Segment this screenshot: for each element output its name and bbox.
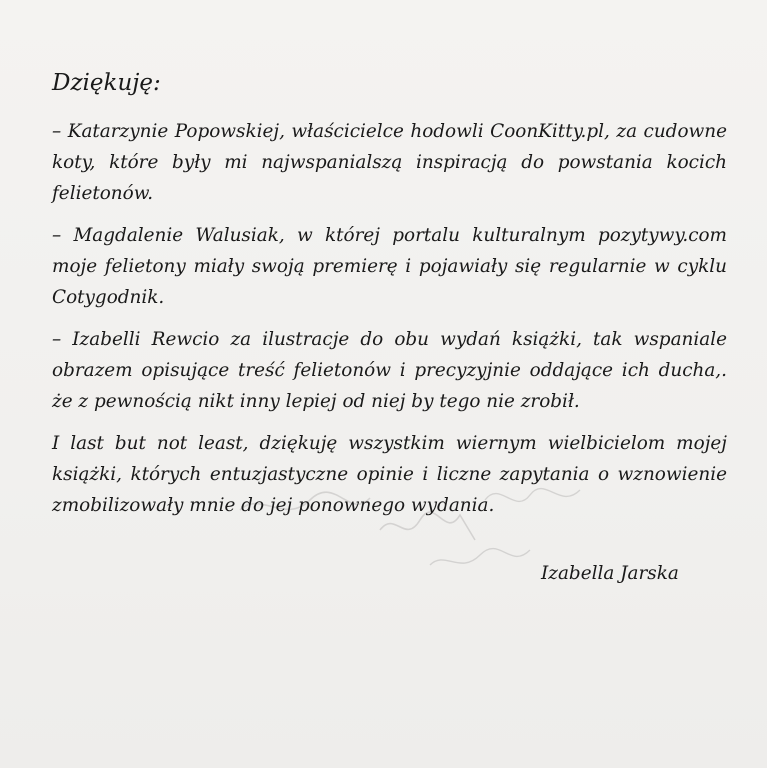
paragraph-line: – Izabelli Rewcio za ilustracje do obu wydań książki, tak wspaniale xyxy=(52,329,727,350)
paragraph-1 xyxy=(52,116,727,209)
acknowledgements xyxy=(52,68,727,532)
paragraph-line: – Katarzynie Popowskiej, właścicielce hodowli CoonKitty.pl, za cudowne xyxy=(52,121,727,142)
author-name: Izabella Jarska xyxy=(541,563,679,584)
paragraph-line: Cotygodnik. xyxy=(52,287,165,308)
paragraph-line: obrazem opisujące treść felietonów i precyzyjnie oddające ich ducha,. xyxy=(52,360,727,381)
paragraph-line: felietonów. xyxy=(52,183,154,204)
paragraph-line: książki, których entuzjastyczne opinie i liczne zapytania o wznowienie xyxy=(52,464,727,485)
paragraph-line: moje felietony miały swoją premierę i pojawiały się regularnie w cyklu xyxy=(52,256,727,277)
page-heading: Dziękuję: xyxy=(52,70,161,96)
paragraph-line: zmobilizowały mnie do jej ponownego wydania. xyxy=(52,495,495,516)
paragraph-line: – Magdalenie Walusiak, w której portalu kulturalnym pozytywy.com xyxy=(52,225,727,246)
paragraph-line: że z pewnością nikt inny lepiej od niej by tego nie zrobił. xyxy=(52,391,580,412)
paragraph-4 xyxy=(52,428,727,521)
paragraph-2 xyxy=(52,220,727,313)
paragraph-3 xyxy=(52,324,727,417)
paragraph-line: koty, które były mi najwspanialszą inspiracją do powstania kocich xyxy=(52,152,727,173)
paragraph-line: I last but not least, dziękuję wszystkim wiernym wielbicielom mojej xyxy=(52,433,727,454)
